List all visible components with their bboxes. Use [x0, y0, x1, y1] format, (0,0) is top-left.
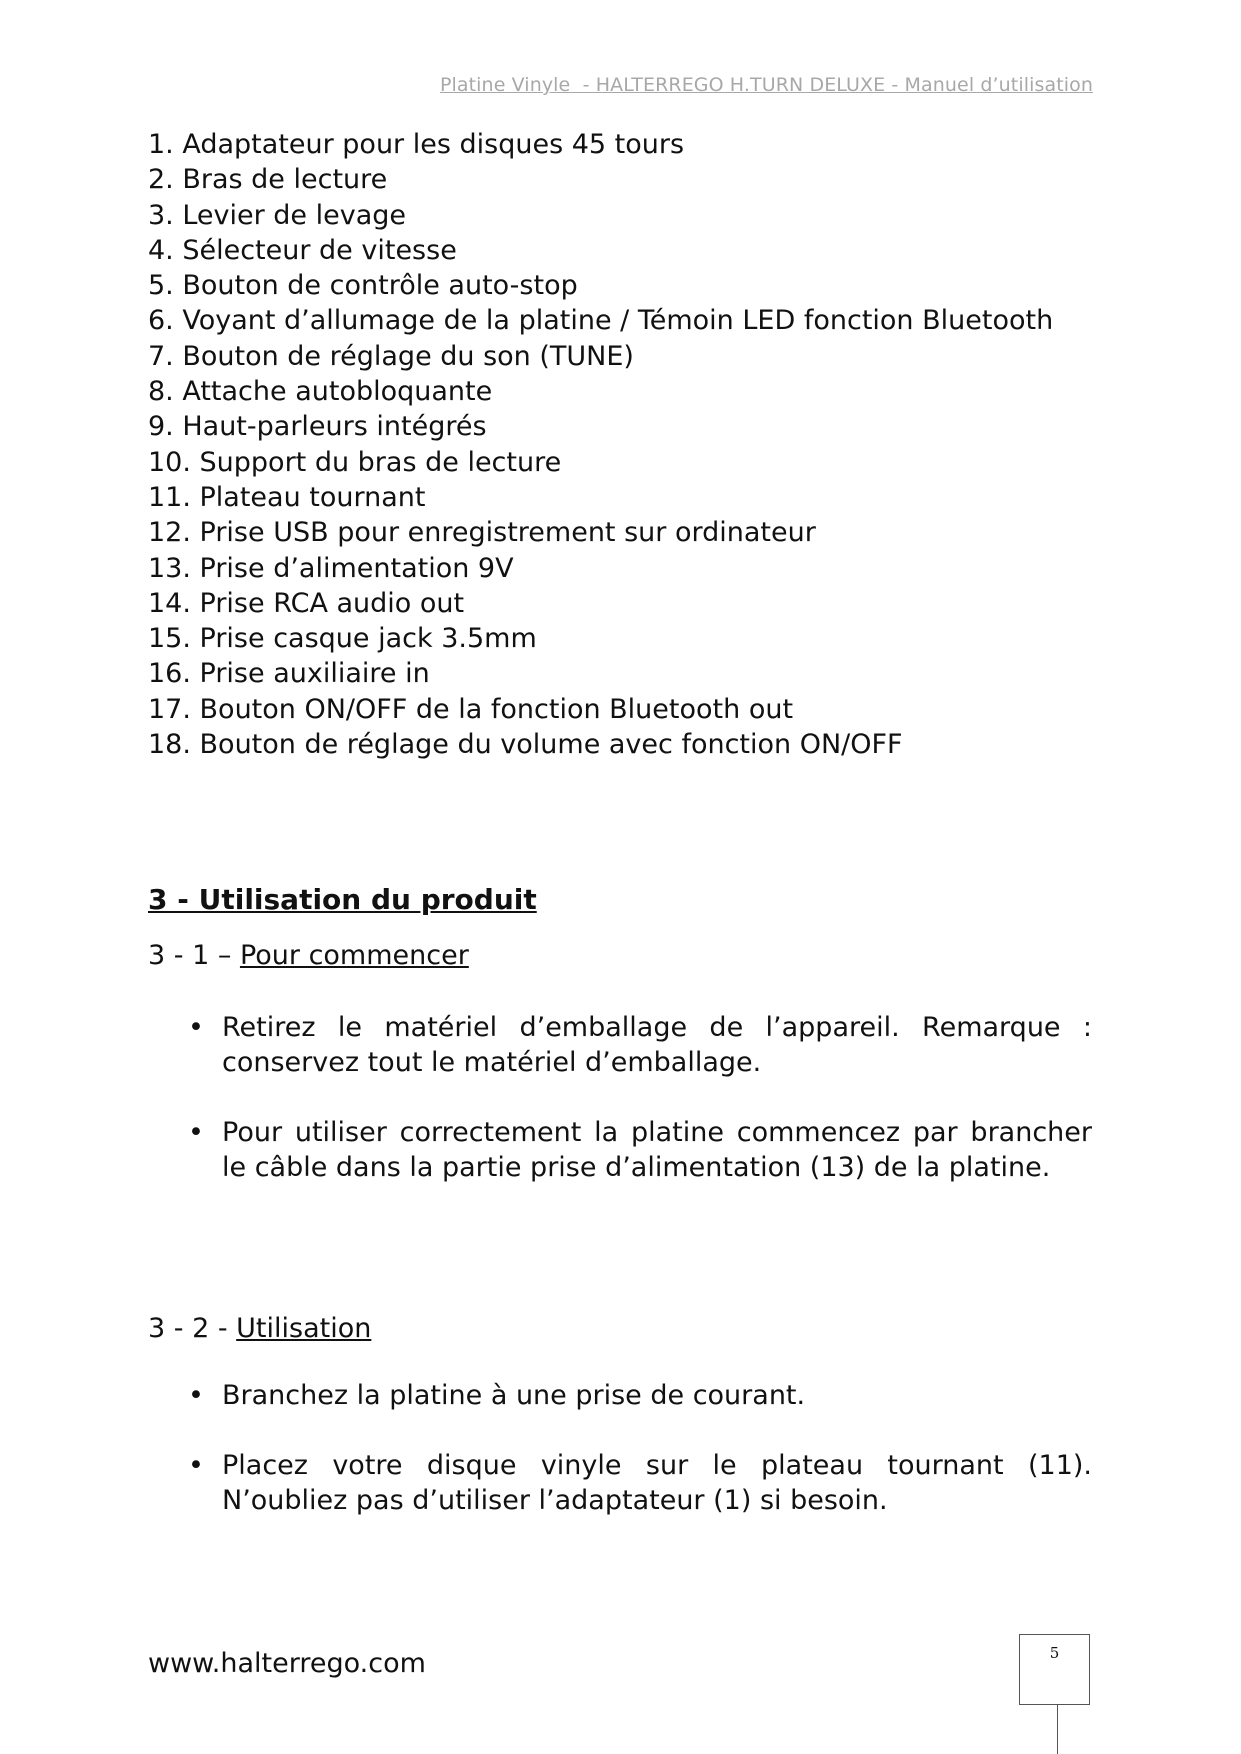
bullet-icon: • — [188, 1450, 204, 1481]
bullet-text: Placez votre disque vinyle sur le plateau tournant (11). N’oubliez pas d’utiliser l’adaptateur (1) si besoin. — [222, 1450, 1092, 1516]
footer-website-url: www.halterrego.com — [148, 1648, 426, 1679]
bullet-icon: • — [188, 1380, 204, 1411]
page-number-box — [1019, 1634, 1090, 1705]
subsection-heading-1 — [148, 940, 469, 971]
list-item: 2. Bras de lecture — [148, 164, 388, 196]
bullet-text: Branchez la platine à une prise de courant. — [222, 1380, 806, 1411]
list-item: 7. Bouton de réglage du son (TUNE) — [148, 340, 634, 372]
bullet-list-2 — [188, 1378, 1092, 1518]
list-item — [188, 1115, 1092, 1185]
list-item: 9. Haut-parleurs intégrés — [148, 411, 487, 443]
page-box-connector-line — [1057, 1705, 1058, 1754]
list-item: 11. Plateau tournant — [148, 481, 426, 513]
page-number: 5 — [1049, 1644, 1060, 1662]
bullet-icon: • — [188, 1117, 204, 1148]
bullet-icon: • — [188, 1012, 204, 1043]
list-item: 1. Adaptateur pour les disques 45 tours — [148, 129, 685, 160]
list-item — [188, 1448, 1092, 1518]
list-item: 18. Bouton de réglage du volume avec fonction ON/OFF — [148, 729, 903, 761]
list-item: 13. Prise d’alimentation 9V — [148, 552, 514, 584]
list-item: 15. Prise casque jack 3.5mm — [148, 623, 537, 655]
subsection-prefix: 3 - 2 - — [148, 1313, 237, 1344]
subsection-title: Pour commencer — [239, 940, 469, 971]
subsection-title: Utilisation — [236, 1313, 372, 1344]
list-item: 3. Levier de levage — [148, 199, 407, 231]
list-item: 6. Voyant d’allumage de la platine / Témoin LED fonction Bluetooth — [148, 305, 1054, 337]
subsection-heading-2 — [148, 1313, 371, 1344]
list-item — [188, 1010, 1092, 1080]
list-item: 8. Attache autobloquante — [148, 376, 493, 408]
list-item: 14. Prise RCA audio out — [148, 587, 465, 619]
parts-list — [148, 127, 1053, 762]
bullet-text: Retirez le matériel d’emballage de l’appareil. Remarque : conservez tout le matériel d’emballage. — [222, 1012, 1092, 1078]
list-item: 5. Bouton de contrôle auto-stop — [148, 270, 578, 302]
bullet-text: Pour utiliser correctement la platine commencez par brancher le câble dans la partie prise d’alimentation (13) de la platine. — [222, 1117, 1092, 1183]
list-item: 17. Bouton ON/OFF de la fonction Bluetooth out — [148, 693, 794, 725]
subsection-prefix: 3 - 1 – — [148, 940, 240, 971]
list-item: 16. Prise auxiliaire in — [148, 658, 430, 690]
list-item: 10. Support du bras de lecture — [148, 446, 562, 478]
list-item: 4. Sélecteur de vitesse — [148, 234, 457, 266]
section-title: 3 - Utilisation du produit — [148, 883, 537, 916]
list-item: 12. Prise USB pour enregistrement sur ordinateur — [148, 517, 816, 549]
running-header: Platine Vinyle - HALTERREGO H.TURN DELUXE - Manuel d’utilisation — [439, 74, 1093, 96]
bullet-list-1 — [188, 1010, 1092, 1185]
list-item — [188, 1378, 1092, 1413]
